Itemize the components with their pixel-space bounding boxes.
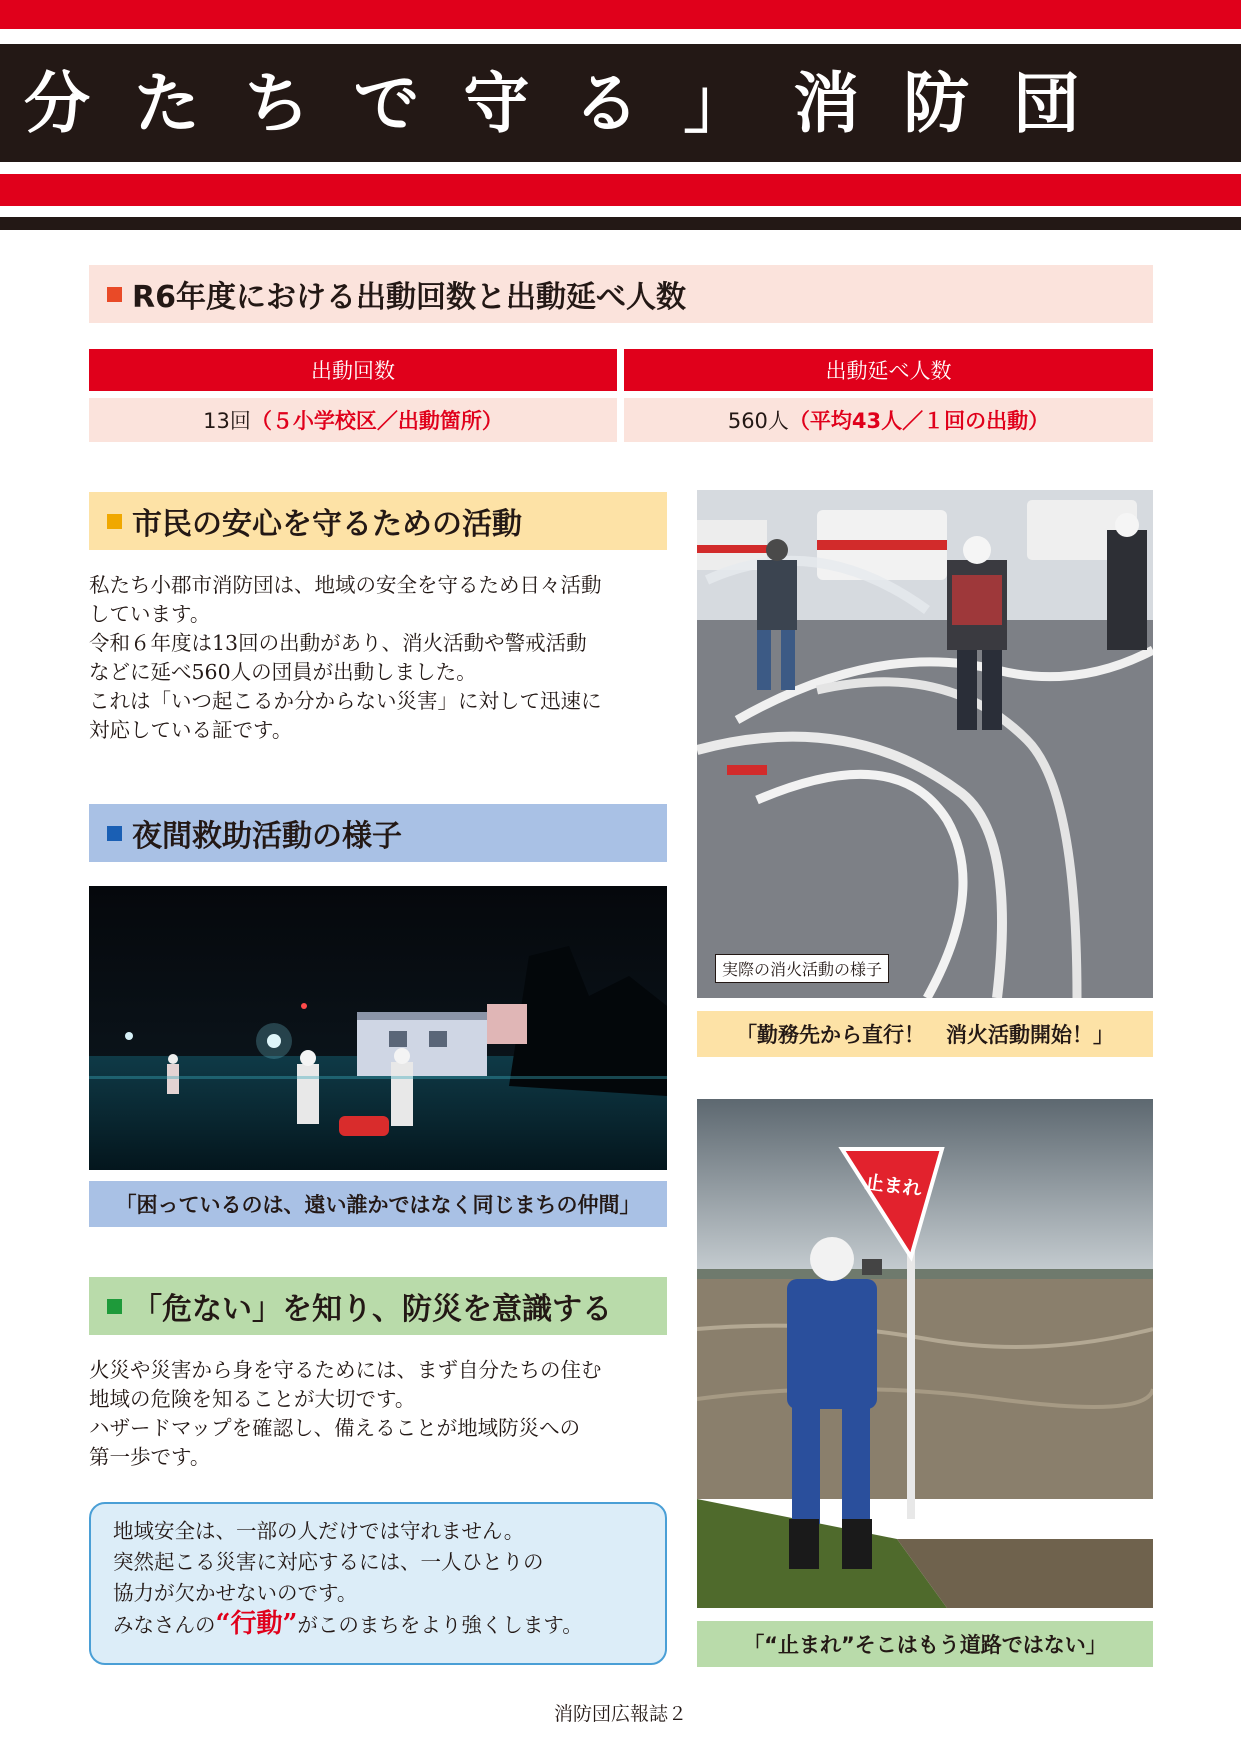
stats-cell-people	[624, 398, 1153, 442]
stats-people-detail: （平均43人／１回の出動）	[788, 409, 1050, 433]
stats-heading	[89, 265, 1153, 323]
activity-line: しています。	[89, 602, 211, 626]
stop-sign-text: 止まれ	[863, 1171, 924, 1201]
message-line4-post: がこのまちをより強くします。	[297, 1613, 583, 1637]
stats-count-detail: （５小学校区／出動箇所）	[250, 409, 503, 433]
danger-line: ハザードマップを確認し、備えることが地域防災への	[89, 1416, 581, 1440]
activity-paragraph	[89, 571, 679, 745]
night-heading-text: 夜間救助活動の様子	[132, 819, 402, 854]
stats-heading-text: R6年度における出動回数と出動延べ人数	[132, 280, 686, 315]
firefighting-photo	[697, 490, 1153, 998]
message-box	[89, 1502, 667, 1665]
message-emphasis: “行動”	[215, 1609, 298, 1639]
flood-stop-sign-photo	[697, 1099, 1153, 1608]
activity-heading	[89, 492, 667, 550]
danger-heading	[89, 1277, 667, 1335]
danger-paragraph	[89, 1356, 679, 1472]
message-line: 突然起こる災害に対応するには、一人ひとりの	[113, 1550, 544, 1574]
stats-count-value: 13回	[203, 409, 251, 433]
blue-square-icon	[107, 826, 122, 841]
green-square-icon	[107, 1299, 122, 1314]
activity-line: 対応している証です。	[89, 718, 293, 742]
stop-caption: 「“止まれ”そこはもう道路ではない」	[697, 1621, 1153, 1667]
message-line: 地域安全は、一部の人だけでは守れません。	[113, 1519, 525, 1543]
photo-label: 実際の消火活動の様子	[715, 954, 889, 983]
red-square-icon	[107, 287, 122, 302]
stats-header-people: 出動延べ人数	[624, 349, 1153, 391]
message-line4-pre: みなさんの	[113, 1613, 216, 1637]
night-heading	[89, 804, 667, 862]
page-footer: 消防団広報誌２	[553, 1703, 687, 1725]
danger-line: 火災や災害から身を守るためには、まず自分たちの住む	[89, 1358, 602, 1382]
message-line	[113, 1609, 665, 1641]
danger-heading-text: 「危ない」を知り、防災を意識する	[132, 1292, 612, 1327]
header-dark-stripe	[0, 217, 1241, 230]
page-title: 分たちで守る」消防団	[0, 44, 1241, 162]
header-red-stripe	[0, 174, 1241, 206]
orange-square-icon	[107, 514, 122, 529]
activity-line: 令和６年度は13回の出動があり、消火活動や警戒活動	[89, 631, 587, 655]
top-red-band	[0, 0, 1241, 29]
activity-heading-text: 市民の安心を守るための活動	[132, 507, 522, 542]
danger-line: 第一歩です。	[89, 1445, 211, 1469]
stats-people-value: 560人	[727, 409, 789, 433]
activity-line: これは「いつ起こるか分からない災害」に対して迅速に	[89, 689, 602, 713]
danger-line: 地域の危険を知ることが大切です。	[89, 1387, 416, 1411]
night-caption: 「困っているのは、遠い誰かではなく同じまちの仲間」	[89, 1181, 667, 1227]
night-rescue-photo	[89, 886, 667, 1170]
activity-line: などに延べ560人の団員が出動しました。	[89, 660, 477, 684]
activity-line: 私たち小郡市消防団は、地域の安全を守るため日々活動	[89, 573, 602, 597]
stats-header-count: 出動回数	[89, 349, 617, 391]
stats-cell-count	[89, 398, 617, 442]
fire-caption: 「勤務先から直行！ 消火活動開始！」	[697, 1011, 1153, 1057]
message-line: 協力が欠かせないのです。	[113, 1581, 358, 1605]
